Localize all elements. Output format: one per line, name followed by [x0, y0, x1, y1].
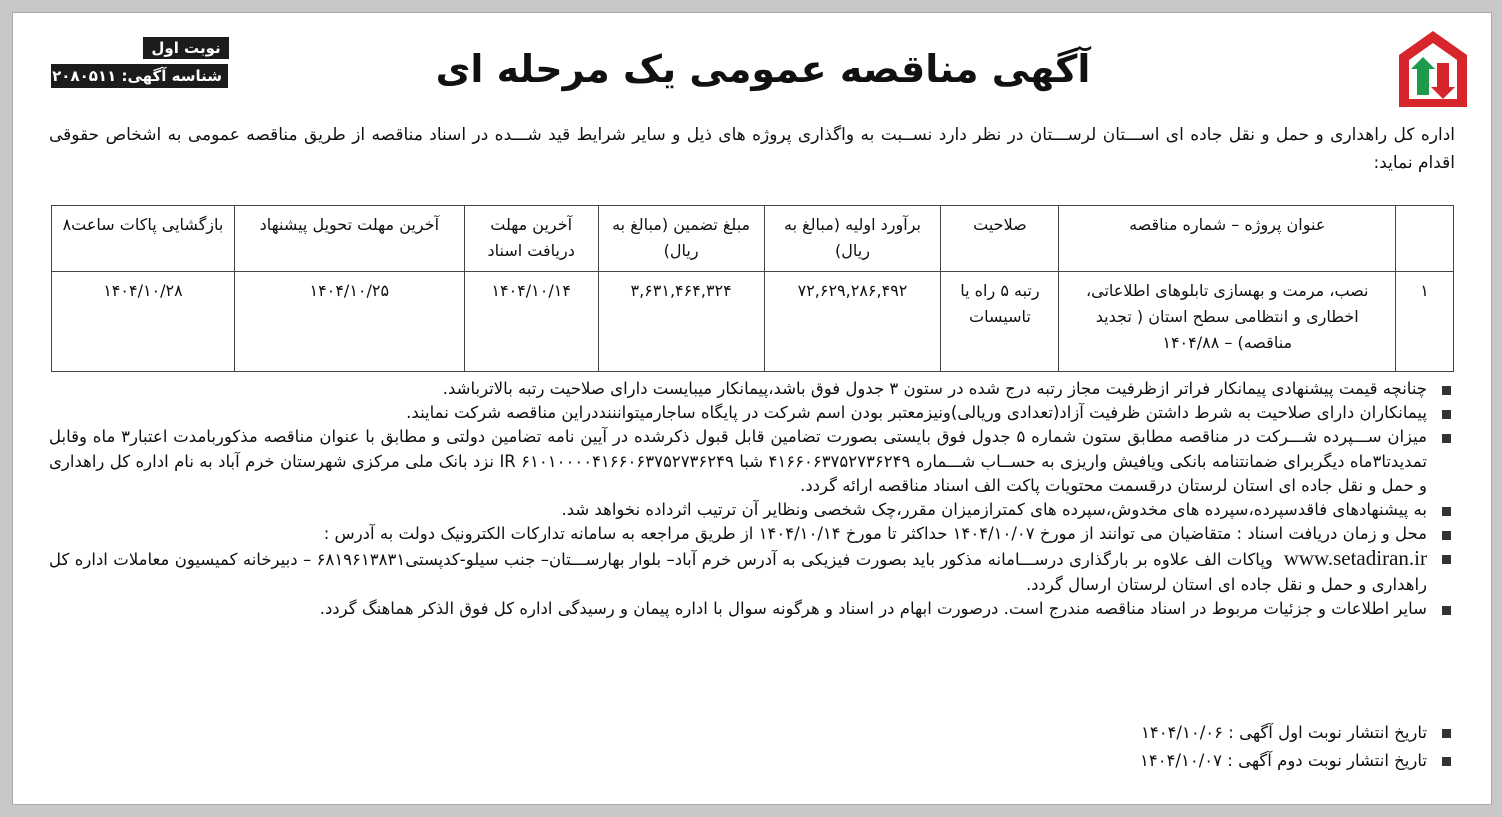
date-item: تاریخ انتشار نوبت دوم آگهی : ۱۴۰۴/۱۰/۰۷ — [1140, 747, 1455, 775]
date-item: تاریخ انتشار نوبت اول آگهی : ۱۴۰۴/۱۰/۰۶ — [1140, 719, 1455, 747]
col-header — [1396, 206, 1454, 272]
ad-badge — [51, 37, 229, 97]
list-item: سایر اطلاعات و جزئیات مربوط در اسناد مناقصه مندرج است. درصورت ابهام در اسناد و هرگونه سوال با اداره پیمان و رسیدگی اداره کل فوق الذکر هماهنگ گردد. — [49, 597, 1455, 621]
list-item: محل و زمان دریافت اسناد : متقاضیان می توانند از مورخ ۱۴۰۴/۱۰/۰۷ حداکثر تا مورخ ۱۴۰۴/۱۰/۱۴ از طریق مراجعه به سامانه تدارکات الکترونیک دولت به آدرس : — [49, 522, 1455, 546]
table-header-row — [52, 206, 1454, 272]
list-item: چنانچه قیمت پیشنهادی پیمانکار فراتر ازظرفیت مجاز رتبه درج شده در ستون ۳ جدول فوق باشد،پیمانکار میبایست دارای صلاحیت رتبه بالاترباشد. — [49, 377, 1455, 401]
col-header: آخرین مهلت تحویل پیشنهاد — [234, 206, 464, 272]
list-item: به پیشنهادهای فاقدسپرده،سپرده های مخدوش،سپرده های کمترازمیزان مقرر،چک شخصی ونظایر آن ترتیب اثرداده نخواهد شد. — [49, 498, 1455, 522]
list-item — [49, 546, 1455, 596]
cell: ۱۴۰۴/۱۰/۱۴ — [464, 272, 598, 372]
publication-dates — [1140, 719, 1455, 775]
intro-paragraph: اداره کل راهداری و حمل و نقل جاده ای اســـتان لرســـتان در نظر دارد نســبت به واگذاری پروژه های ذیل و سایر شرایط قید شـــده در اسناد مناقصه از طریق مناقصه عمومی به اشخاص حقوقی اقدام نماید: — [49, 125, 1455, 173]
cell: ۱ — [1396, 272, 1454, 372]
col-header: صلاحیت — [941, 206, 1059, 272]
tender-table — [51, 205, 1454, 372]
road-administration-logo-icon — [1397, 29, 1469, 109]
page-title: آگهی مناقصه عمومی یک مرحله ای — [435, 47, 1091, 91]
round-label: نوبت اول — [143, 37, 229, 59]
col-header: عنوان پروژه – شماره مناقصه — [1059, 206, 1396, 272]
tender-notice — [12, 12, 1492, 805]
ad-id-label: شناسه آگهی: ۲۰۸۰۵۱۱ — [51, 64, 228, 88]
cell: ۱۴۰۴/۱۰/۲۸ — [52, 272, 235, 372]
cell: رتبه ۵ راه یا تاسیسات — [941, 272, 1059, 372]
list-item: میزان ســـپرده شـــرکت در مناقصه مطابق ستون شماره ۵ جدول فوق بایستی بصورت تضامین قابل قبول ذکرشده در آیین نامه تضامین دولتی و مطابق با عنوان مناقصه مذکوربامدت اعتبار۳ ماه وقابل تمدیدتا۳ماه دیگربرای ضمانتنامه بانکی ویافیش واریزی به حســاب شـــماره ۴۱۶۶۰۶۳۷۵۲۷۳۶۲۴۹ شبا IR ۶۱۰۱۰۰۰۰۴۱۶۶۰۶۳۷۵۲۷۳۶۲۴۹ نزد بانک ملی مرکزی شهرستان خرم آباد به نام اداره کل راهداری و حمل و نقل جاده ای استان لرستان درقسمت محتویات پاکت الف اسناد مناقصه ارائه گردد. — [49, 425, 1455, 498]
col-header: آخرین مهلت دریافت اسناد — [464, 206, 598, 272]
conditions-list — [49, 377, 1455, 621]
cell: ۱۴۰۴/۱۰/۲۵ — [234, 272, 464, 372]
cell: ۳,۶۳۱,۴۶۴,۳۲۴ — [598, 272, 764, 372]
website-link[interactable]: www.setadiran.ir — [1283, 546, 1427, 571]
list-item: پیمانکاران دارای صلاحیت به شرط داشتن ظرفیت آزاد(تعدادی وریالی)ونیزمعتبر بودن اسم شرکت در پایگاه ساجارمیتوانننددراین مناقصه شرکت نمایند. — [49, 401, 1455, 425]
col-header: مبلغ تضمین (مبالغ به ریال) — [598, 206, 764, 272]
col-header: بازگشایی پاکات ساعت۸ — [52, 206, 235, 272]
list-item-text: وپاکات الف علاوه بر بارگذاری درســـامانه مذکور باید بصورت فیزیکی به آدرس خرم آباد– بلوار بهارســـتان– جنب سیلو-کدپستی۶۸۱۹۶۱۳۸۳۱ – دبیرخانه کمیسیون معاملات اداره کل راهداری و حمل و نقل جاده ای استان لرستان ارسال گردد. — [49, 550, 1427, 594]
cell: نصب، مرمت و بهسازی تابلوهای اطلاعاتی، اخطاری و انتظامی سطح استان ( تجدید مناقصه) – ۱۴۰۴/۸۸ — [1059, 272, 1396, 372]
col-header: برآورد اولیه (مبالغ به ریال) — [764, 206, 941, 272]
table-row — [52, 272, 1454, 372]
cell: ۷۲,۶۲۹,۲۸۶,۴۹۲ — [764, 272, 941, 372]
